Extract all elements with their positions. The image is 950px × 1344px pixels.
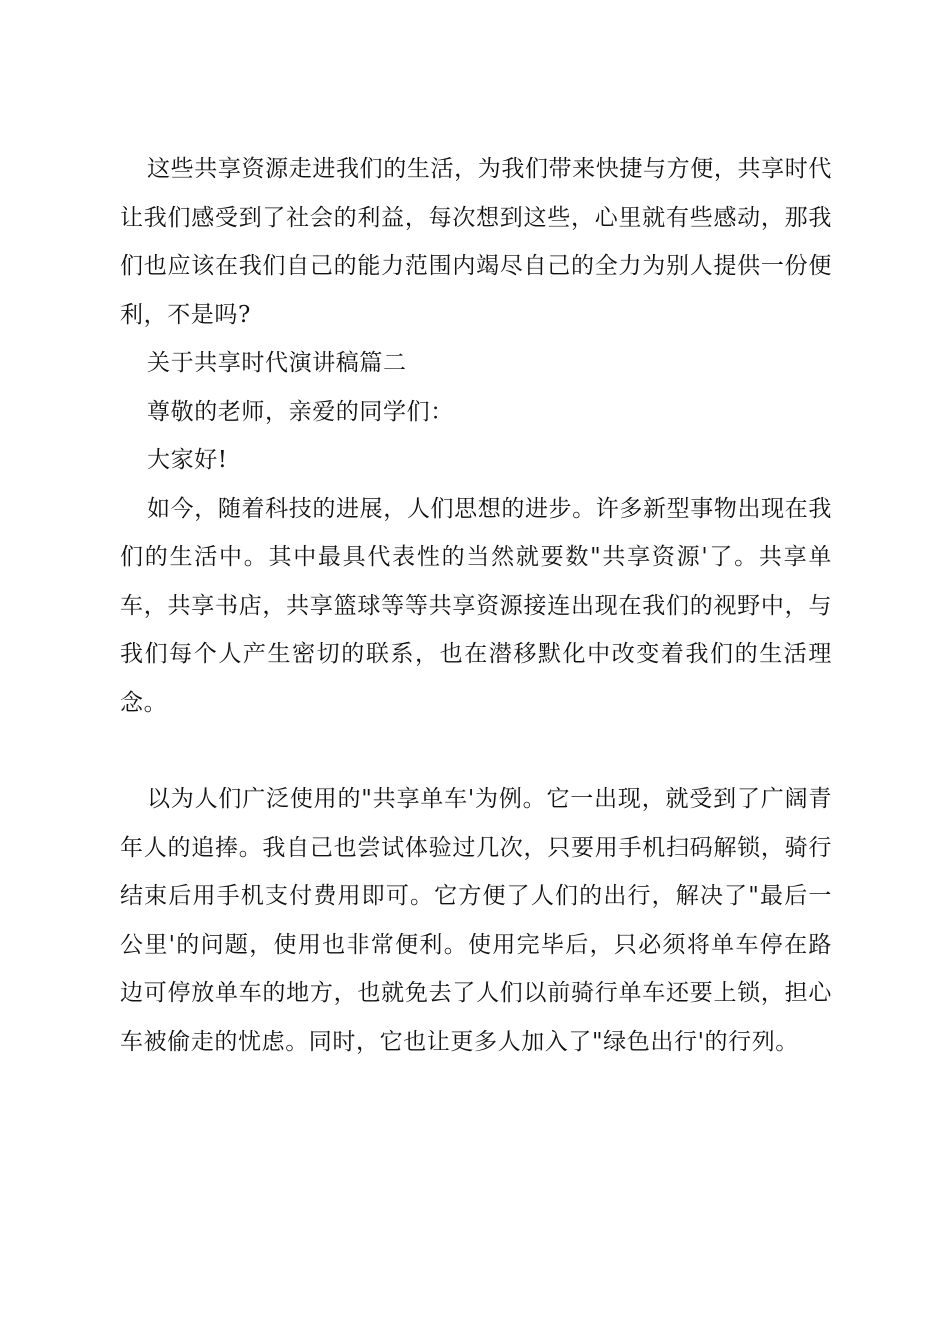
paragraph-spacer (120, 727, 832, 775)
salutation: 尊敬的老师，亲爱的同学们： (147, 398, 454, 425)
document-body (120, 145, 832, 1066)
greeting: 大家好! (147, 447, 228, 473)
section-heading: 关于共享时代演讲稿篇二 (147, 350, 407, 376)
paragraph-sharing-resources: 如今，随着科技的进展，人们思想的进步。许多新型事物出现在我们的生活中。其中最具代表性的当然就要数"共享资源'了。共享单车，共享书店，共享篮球等等共享资源接连出现在我们的视野中，与我们每个人产生密切的联系，也在潜移默化中改变着我们的生活理念。 (120, 495, 832, 716)
paragraph-intro: 这些共享资源走进我们的生活，为我们带来快捷与方便，共享时代让我们感受到了社会的利益，每次想到这些，心里就有些感动，那我们也应该在我们自己的能力范围内竭尽自己的全力为别人提供一份便利，不是吗? (120, 156, 832, 328)
paragraph-shared-bikes: 以为人们广泛使用的"共享单车'为例。它一出现，就受到了广阔青年人的追捧。我自己也尝试体验过几次，只要用手机扫码解锁，骑行结束后用手机支付费用即可。它方便了人们的出行，解决了"最后一公里'的问题，使用也非常便利。使用完毕后，只必须将单车停在路边可停放单车的地方，也就免去了人们以前骑行单车还要上锁，担心车被偷走的忧虑。同时，它也让更多人加入了"绿色出行'的行列。 (120, 786, 832, 1055)
